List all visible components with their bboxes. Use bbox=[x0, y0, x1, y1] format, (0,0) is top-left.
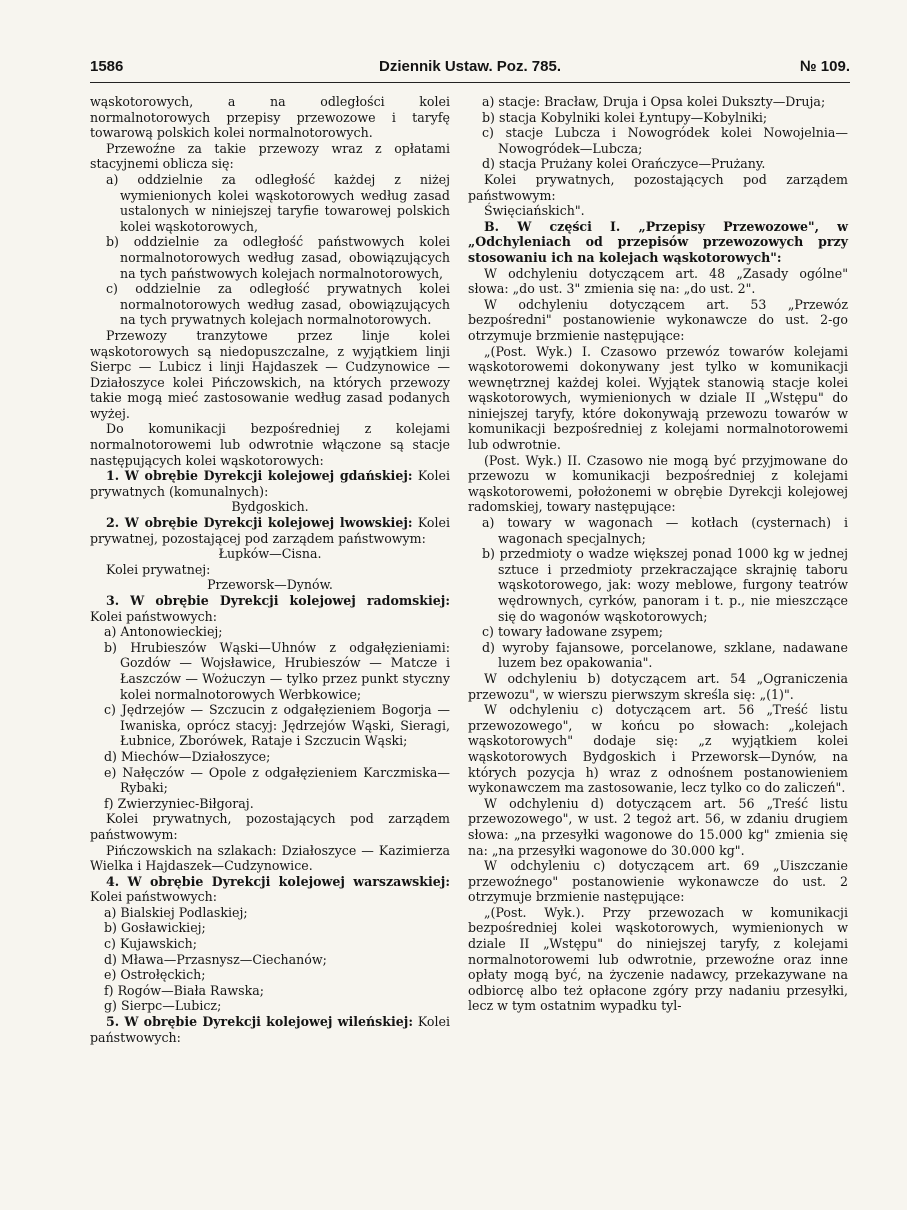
section-title: 2. W obrębie Dyrekcji kolejowej lwowskiej: bbox=[106, 515, 413, 531]
list-item: c) stacje Lubcza i Nowogródek kolei Nowojelnia—Nowogródek—Lubcza; bbox=[482, 125, 848, 156]
list-item: c) Kujawskich; bbox=[104, 936, 197, 952]
list-item: c) towary ładowane zsypem; bbox=[482, 624, 664, 640]
railway-name: Łupków—Cisna. bbox=[218, 546, 322, 562]
section-heading: B. W części I. „Przepisy Przewozowe", w „Odchyleniach od przepisów przewozowych przy stosowaniu ich na kolejach wąskotorowych": bbox=[468, 218, 848, 265]
paragraph: Kolei prywatnych, pozostających pod zarządem państwowym: bbox=[90, 811, 450, 842]
paragraph: (Post. Wyk.) II. Czasowo nie mogą być przyjmowane do przewozu w komunikacji bezpośredniej z kolejami wąskotorowemi, położonemi w obrębie Dyrekcji kolejowej radomskiej, towary następujące: bbox=[468, 452, 848, 515]
journal-title: Dziennik Ustaw. Poz. 785. bbox=[379, 58, 561, 75]
section-text: Kolei państwowych: bbox=[90, 1014, 450, 1045]
paragraph: Przewozy tranzytowe przez linje kolei wąskotorowych są niedopuszczalne, z wyjątkiem linji Sierpc — Lubicz i linji Hajdaszek — Cudzynowice — Działoszyce kolei Pińczowskich, na których przewozy takie mogą mieć zastosowanie według zasad podanych wyżej. bbox=[90, 327, 450, 421]
paragraph: wąskotorowych, a na odległości kolei normalnotorowych przepisy przewozowe i taryfę towarową polskich kolei normalnotorowych. bbox=[90, 94, 450, 141]
list-item: f) Rogów—Biała Rawska; bbox=[104, 982, 264, 998]
paragraph: W odchyleniu c) dotyczącem art. 56 „Treść listu przewozowego", w końcu po słowach: „kolejach wąskotorowych" dodaje się: „z wyjątkiem kolei wąskotorowych Bydgoskich i Przeworsk—Dynów, na których pozycja h) wraz z odnośnem postanowieniem wykonawczem ma zastosowanie, lecz tylko co do zaliczeń". bbox=[468, 702, 848, 796]
list-item: b) Hrubieszów Wąski—Uhnów z odgałęzieniami: Gozdów — Wojsławice, Hrubieszów — Matcze i Łaszczów — Wożuczyn — tylko przez punkt styczny kolei normalnotorowych Werbkowice; bbox=[104, 639, 450, 702]
right-column bbox=[468, 94, 848, 1014]
section-text: Kolei państwowych: bbox=[90, 889, 218, 905]
section-heading bbox=[90, 874, 450, 905]
section-heading bbox=[90, 468, 450, 499]
list-item: e) Ostrołęckich; bbox=[104, 967, 206, 983]
list-item: e) Nałęczów — Opole z odgałęzieniem Karczmiska—Rybaki; bbox=[104, 764, 450, 796]
paragraph: Przewoźne za takie przewozy wraz z opłatami stacyjnemi oblicza się: bbox=[90, 140, 450, 172]
list-item: d) wyroby fajansowe, porcelanowe, szklane, nadawane luzem bez opakowania". bbox=[482, 639, 848, 671]
issue-number: № 109. bbox=[799, 58, 850, 75]
section-title: 3. W obrębie Dyrekcji kolejowej radomskiej: bbox=[106, 593, 450, 608]
page-number: 1586 bbox=[90, 58, 124, 75]
section-text: Kolei prywatnych (komunalnych): bbox=[90, 468, 450, 499]
header-divider bbox=[90, 82, 850, 83]
paragraph: „(Post. Wyk.) I. Czasowo przewóz towarów kolejami wąskotorowemi dokonywany jest tylko w komunikacji wewnętrznej każdej kolei. Wyjątek stanowią stacje kolei wąskotorowych, wymienionych w dziale II „Wstępu" do niniejszej taryfy, które dokonywają przewozu towarów w komunikacji bezpośredniej z kolejami normalnotorowemi lub odwrotnie. bbox=[468, 343, 848, 453]
page-header bbox=[90, 58, 850, 82]
left-column bbox=[90, 94, 450, 1045]
list-item: b) oddzielnie za odległość państwowych kolei normalnotorowych według zasad, obowiązujących na tych państwowych kolejach normalnotorowych, bbox=[106, 234, 450, 281]
list-item: b) stacja Kobylniki kolei Łyntupy—Kobylniki; bbox=[482, 109, 768, 125]
paragraph: Kolei prywatnych, pozostających pod zarządem państwowym: bbox=[468, 171, 848, 203]
paragraph: W odchyleniu b) dotyczącem art. 54 „Ograniczenia przewozu", w wierszu pierwszym skreśla się: „(1)". bbox=[468, 670, 848, 702]
list-item: f) Zwierzyniec-Biłgoraj. bbox=[104, 795, 254, 811]
section-title: 5. W obrębie Dyrekcji kolejowej wileńskiej: bbox=[106, 1014, 413, 1030]
list-item: c) oddzielnie za odległość prywatnych kolei normalnotorowych według zasad, obowiązujących na tych prywatnych kolejach normalnotorowych. bbox=[106, 281, 450, 328]
paragraph: W odchyleniu d) dotyczącem art. 56 „Treść listu przewozowego", w ust. 2 tegoż art. 56, w zdaniu drugiem słowa: „na przesyłki wagonowe do 15.000 kg" zmienia się na: „na przesyłki wagonowe do 30.000 kg". bbox=[468, 795, 848, 858]
paragraph: Do komunikacji bezpośredniej z kolejami normalnotorowemi lub odwrotnie włączone są stacje następujących kolei wąskotorowych: bbox=[90, 421, 450, 468]
paragraph: Kolei prywatnej: bbox=[106, 561, 211, 577]
list-item: a) Bialskiej Podlaskiej; bbox=[104, 904, 248, 920]
section-title: 1. W obrębie Dyrekcji kolejowej gdańskiej: bbox=[106, 468, 413, 484]
list-item: a) oddzielnie za odległość każdej z niżej wymienionych kolei wąskotorowych według zasad ustalonych w niniejszej taryfie towarowej polskich kolei wąskotorowych, bbox=[106, 171, 450, 234]
list-item: c) Jędrzejów — Szczucin z odgałęzieniem Bogorja — Iwaniska, oprócz stacyj: Jędrzejów Wąski, Sieragi, Łubnice, Zborówek, Rataje i Szczucin Wąski; bbox=[104, 702, 450, 749]
section-heading bbox=[90, 1014, 450, 1045]
paragraph: W odchyleniu c) dotyczącem art. 69 „Uiszczanie przewoźnego" postanowienie wykonawcze do ust. 2 otrzymuje brzmienie następujące: bbox=[468, 858, 848, 905]
section-text: Kolei państwowych: bbox=[90, 608, 218, 624]
list-item: d) Miechów—Działoszyce; bbox=[104, 748, 271, 764]
railway-name: Bydgoskich. bbox=[231, 499, 309, 515]
section-text: Kolei prywatnej, pozostającej pod zarządem państwowym: bbox=[90, 515, 450, 546]
list-item: g) Sierpc—Lubicz; bbox=[104, 998, 222, 1014]
section-title: 4. W obrębie Dyrekcji kolejowej warszawskiej: bbox=[106, 873, 450, 889]
paragraph: W odchyleniu dotyczącem art. 48 „Zasady ogólne" słowa: „do ust. 3" zmienia się na: „do ust. 2". bbox=[468, 265, 848, 297]
list-item: b) Gosławickiej; bbox=[104, 920, 206, 936]
list-item: b) przedmioty o wadze większej ponad 1000 kg w jednej sztuce i przedmioty przekraczające skrajnię taboru wąskotorowego, jak: wozy meblowe, furgony teatrów wędrownych, cyrków, panoram i t. p., nie mieszczące się do wagonów wąskotorowych; bbox=[482, 546, 848, 624]
list-item: a) towary w wagonach — kotłach (cysternach) i wagonach specjalnych; bbox=[482, 515, 848, 546]
railway-name: Przeworsk—Dynów. bbox=[207, 577, 333, 593]
list-item: a) stacje: Bracław, Druja i Opsa kolei Dukszty—Druja; bbox=[482, 94, 826, 109]
list-item: d) stacja Prużany kolei Orańczyce—Prużany. bbox=[482, 156, 766, 172]
list-item: d) Mława—Przasnysz—Ciechanów; bbox=[104, 951, 327, 967]
paragraph: Pińczowskich na szlakach: Działoszyce — Kazimierza Wielka i Hajdaszek—Cudzynowice. bbox=[90, 842, 450, 874]
paragraph: „(Post. Wyk.). Przy przewozach w komunikacji bezpośredniej kolei wąskotorowych, wymienionych w dziale II „Wstępu" do niniejszej taryfy, z kolejami normalnotorowemi lub odwrotnie, przewoźne oraz inne opłaty mogą być, na życzenie nadawcy, przekazywane na odbiorcę albo też opłacone zgóry przy nadaniu przesyłki, lecz w tym ostatnim wypadku tyl- bbox=[468, 904, 848, 1014]
paragraph: W odchyleniu dotyczącem art. 53 „Przewóz bezpośredni" postanowienie wykonawcze do ust. 2-go otrzymuje brzmienie następujące: bbox=[468, 296, 848, 343]
paragraph: Święciańskich". bbox=[484, 203, 585, 219]
section-heading bbox=[90, 515, 450, 546]
section-heading bbox=[90, 593, 450, 624]
list-item: a) Antonowieckiej; bbox=[104, 624, 223, 640]
